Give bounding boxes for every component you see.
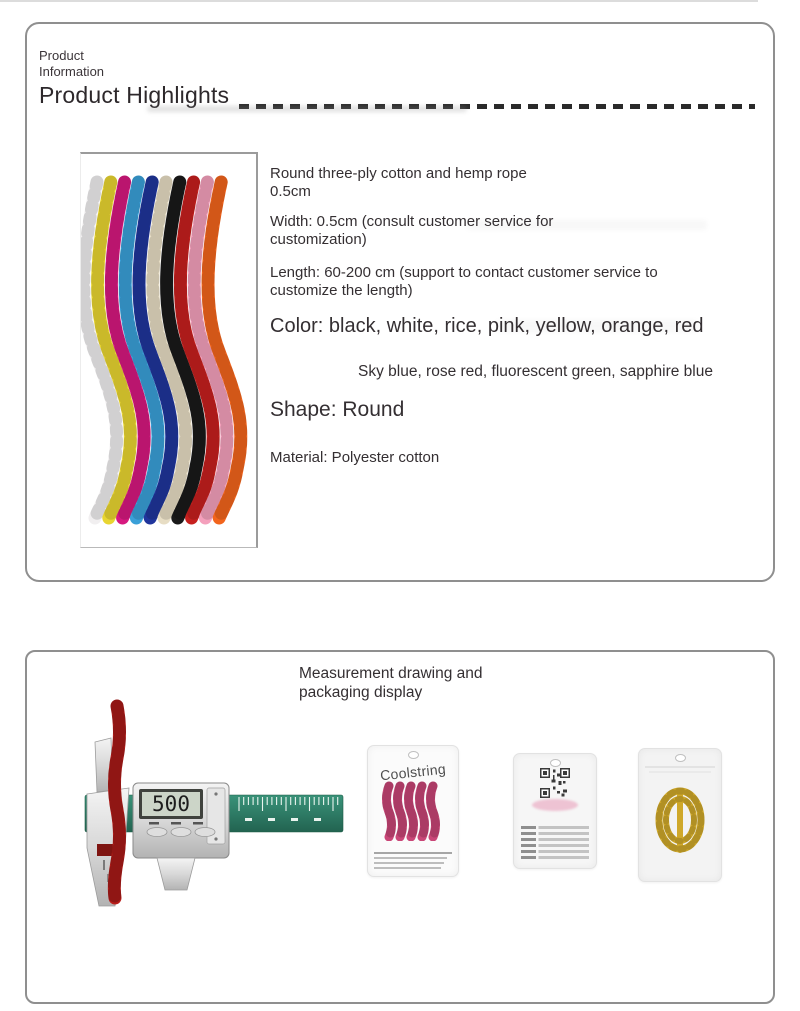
caliper-moving-jaw (157, 858, 195, 890)
bag3-rope-coil (650, 774, 710, 866)
lcd-reading: 500 (152, 792, 190, 816)
screw-dot (214, 837, 217, 840)
rope-swatch-svg (81, 154, 256, 547)
section2-title: Measurement drawing and packaging display (299, 665, 483, 702)
caliper-svg (57, 698, 357, 938)
bag-spec-table-lines (521, 823, 590, 859)
spec-width: Width: 0.5cm (consult customer service for customization) (270, 212, 554, 248)
qr-code (540, 768, 570, 798)
hang-hole (408, 751, 419, 759)
package-bag-yellow (638, 748, 722, 882)
measurement-packaging-card (25, 650, 775, 1004)
spec-intro: Round three-ply cotton and hemp rope 0.5cm (270, 165, 527, 201)
eyebrow-label (39, 48, 229, 79)
rope-swatch-image (80, 152, 258, 548)
spec-color-extra: Sky blue, rose red, fluorescent green, sapphire blue (358, 363, 713, 381)
watermark-smudge (147, 106, 467, 112)
rope-visible-through-bag (532, 799, 578, 811)
page-title: Product Highlights (39, 82, 230, 109)
spec-material: Material: Polyester cotton (270, 448, 440, 466)
hang-hole (550, 759, 561, 767)
ziplock-seal (649, 771, 711, 773)
product-highlights-card (25, 22, 775, 582)
bag1-rope-coil (381, 781, 445, 841)
hang-hole (675, 754, 686, 762)
bag-fine-print-lines (374, 849, 451, 869)
jaw-engraving (103, 860, 105, 870)
eyebrow-line2: Information (39, 63, 105, 79)
pink-strands (387, 786, 436, 837)
rope-bundle (84, 182, 241, 518)
caliper-buttons (147, 828, 215, 837)
spec-color: Color: black, white, rice, pink, yellow, orange, red (270, 314, 704, 337)
card1-header (39, 48, 229, 109)
caliper-measurement-image (57, 698, 357, 943)
ziplock-seal (645, 766, 715, 768)
page-top-divider (0, 0, 758, 2)
spec-length: Length: 60-200 cm (support to contact customer service to customize the length) (270, 264, 658, 300)
eyebrow-line1: Product (39, 48, 84, 63)
rope-twist-texture (114, 706, 119, 898)
button-labels (149, 822, 203, 825)
bag-brand-label: Coolstring (379, 760, 447, 784)
spec-shape: Shape: Round (270, 398, 405, 422)
package-bag-front (367, 745, 459, 877)
package-bag-back (513, 753, 597, 869)
product-specs (270, 165, 770, 467)
screw-dot (214, 792, 217, 795)
